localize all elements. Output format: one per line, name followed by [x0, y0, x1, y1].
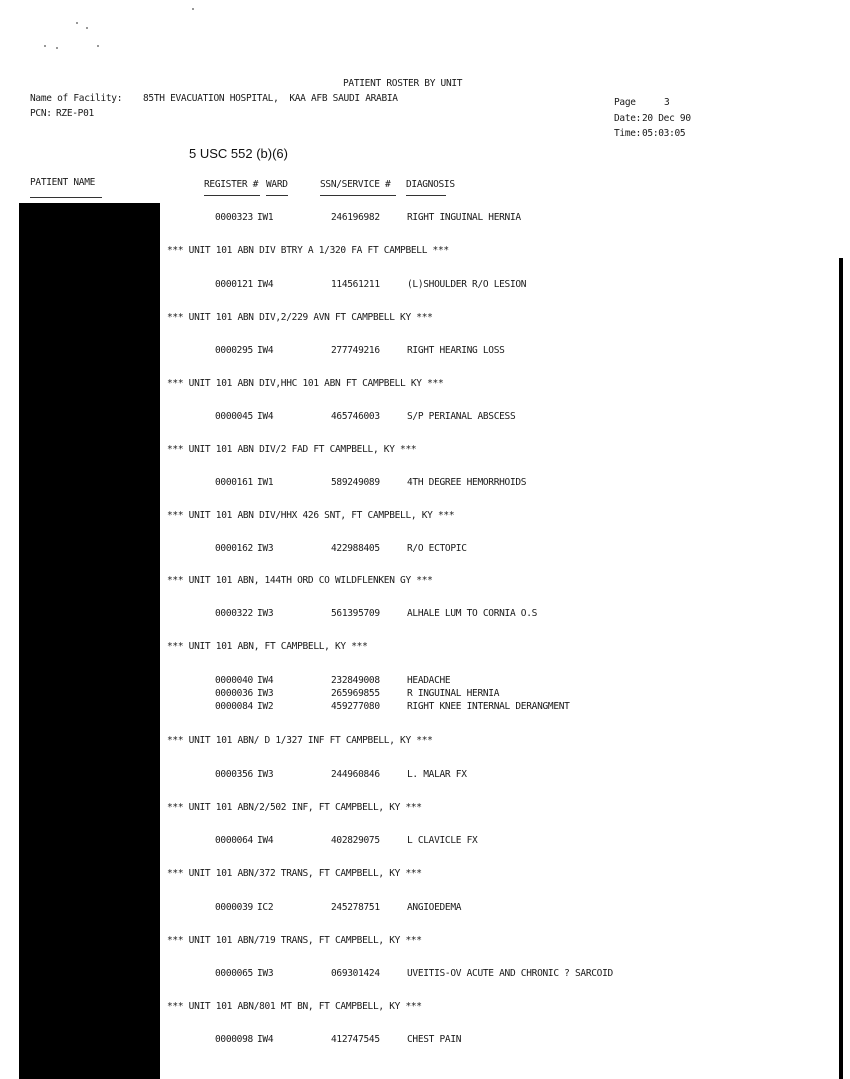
diagnosis-cell: CHEST PAIN: [407, 1034, 462, 1045]
diagnosis-cell: UVEITIS-OV ACUTE AND CHRONIC ? SARCOID: [407, 968, 613, 979]
unit-heading: *** UNIT 101 ABN DIV,2/229 AVN FT CAMPBELL KY ***: [167, 312, 433, 323]
diagnosis-cell: RIGHT KNEE INTERNAL DERANGMENT: [407, 701, 570, 712]
register-cell: 0000098: [215, 1034, 253, 1045]
pcn-value: RZE-P01: [56, 108, 94, 119]
header-underline: [204, 195, 260, 196]
ssn-cell: 265969855: [331, 688, 380, 699]
diagnosis-cell: R INGUINAL HERNIA: [407, 688, 500, 699]
col-ward: WARD: [266, 179, 288, 190]
ward-cell: IW4: [257, 835, 274, 846]
ssn-cell: 465746003: [331, 411, 380, 422]
report-title: PATIENT ROSTER BY UNIT: [343, 78, 463, 89]
ssn-cell: 246196982: [331, 212, 380, 223]
ssn-cell: 114561211: [331, 279, 380, 290]
date-label: Date:: [614, 113, 642, 124]
diagnosis-cell: 4TH DEGREE HEMORRHOIDS: [407, 477, 527, 488]
unit-heading: *** UNIT 101 ABN/372 TRANS, FT CAMPBELL, KY ***: [167, 868, 422, 879]
register-cell: 0000121: [215, 279, 253, 290]
ssn-cell: 245278751: [331, 902, 380, 913]
ssn-cell: 422988405: [331, 543, 380, 554]
header-underline: [30, 197, 102, 198]
scan-speck: [56, 47, 58, 49]
ward-cell: IW1: [257, 477, 274, 488]
ssn-cell: 244960846: [331, 769, 380, 780]
unit-heading: *** UNIT 101 ABN DIV BTRY A 1/320 FA FT CAMPBELL ***: [167, 245, 449, 256]
ward-cell: IW3: [257, 968, 274, 979]
register-cell: 0000065: [215, 968, 253, 979]
unit-heading: *** UNIT 101 ABN DIV/HHX 426 SNT, FT CAMPBELL, KY ***: [167, 510, 455, 521]
ward-cell: IW3: [257, 543, 274, 554]
pcn-label: PCN:: [30, 108, 52, 119]
register-cell: 0000039: [215, 902, 253, 913]
register-cell: 0000356: [215, 769, 253, 780]
ward-cell: IW4: [257, 411, 274, 422]
register-cell: 0000295: [215, 345, 253, 356]
unit-heading: *** UNIT 101 ABN, FT CAMPBELL, KY ***: [167, 641, 368, 652]
scan-edge-line: [839, 258, 843, 1079]
time-label: Time:: [614, 128, 642, 139]
diagnosis-cell: ALHALE LUM TO CORNIA O.S: [407, 608, 538, 619]
redaction-block: [19, 203, 160, 1079]
unit-heading: *** UNIT 101 ABN/ D 1/327 INF FT CAMPBELL, KY ***: [167, 735, 433, 746]
time-value: 05:03:05: [642, 128, 686, 139]
diagnosis-cell: HEADACHE: [407, 675, 451, 686]
diagnosis-cell: RIGHT INGUINAL HERNIA: [407, 212, 521, 223]
diagnosis-cell: ANGIOEDEMA: [407, 902, 462, 913]
scan-speck: [76, 22, 78, 24]
page-label: Page: [614, 97, 636, 108]
scan-speck: [44, 45, 46, 47]
register-cell: 0000036: [215, 688, 253, 699]
register-cell: 0000064: [215, 835, 253, 846]
diagnosis-cell: (L)SHOULDER R/O LESION: [407, 279, 527, 290]
ward-cell: IW4: [257, 675, 274, 686]
ward-cell: IC2: [257, 902, 274, 913]
facility-label: Name of Facility:: [30, 93, 123, 104]
unit-heading: *** UNIT 101 ABN/719 TRANS, FT CAMPBELL, KY ***: [167, 935, 422, 946]
exemption-stamp: 5 USC 552 (b)(6): [189, 146, 288, 161]
ssn-cell: 412747545: [331, 1034, 380, 1045]
ssn-cell: 277749216: [331, 345, 380, 356]
col-register: REGISTER #: [204, 179, 259, 190]
unit-heading: *** UNIT 101 ABN DIV,HHC 101 ABN FT CAMPBELL KY ***: [167, 378, 444, 389]
header-underline: [320, 195, 396, 196]
diagnosis-cell: R/O ECTOPIC: [407, 543, 467, 554]
header-underline: [266, 195, 288, 196]
unit-heading: *** UNIT 101 ABN/801 MT BN, FT CAMPBELL, KY ***: [167, 1001, 422, 1012]
facility-value: 85TH EVACUATION HOSPITAL, KAA AFB SAUDI ARABIA: [143, 93, 398, 104]
register-cell: 0000162: [215, 543, 253, 554]
register-cell: 0000045: [215, 411, 253, 422]
register-cell: 0000161: [215, 477, 253, 488]
ward-cell: IW4: [257, 279, 274, 290]
ssn-cell: 561395709: [331, 608, 380, 619]
ward-cell: IW4: [257, 1034, 274, 1045]
col-ssn: SSN/SERVICE #: [320, 179, 391, 190]
ward-cell: IW4: [257, 345, 274, 356]
ward-cell: IW3: [257, 608, 274, 619]
page-number: 3: [664, 97, 670, 108]
register-cell: 0000322: [215, 608, 253, 619]
ssn-cell: 232849008: [331, 675, 380, 686]
ssn-cell: 589249089: [331, 477, 380, 488]
diagnosis-cell: S/P PERIANAL ABSCESS: [407, 411, 516, 422]
register-cell: 0000040: [215, 675, 253, 686]
scan-speck: [97, 45, 99, 47]
register-cell: 0000084: [215, 701, 253, 712]
diagnosis-cell: L CLAVICLE FX: [407, 835, 478, 846]
ssn-cell: 069301424: [331, 968, 380, 979]
ssn-cell: 402829075: [331, 835, 380, 846]
date-value: 20 Dec 90: [642, 113, 691, 124]
unit-heading: *** UNIT 101 ABN DIV/2 FAD FT CAMPBELL, KY ***: [167, 444, 417, 455]
diagnosis-cell: RIGHT HEARING LOSS: [407, 345, 505, 356]
header-underline: [406, 195, 446, 196]
scan-speck: [192, 8, 194, 10]
ward-cell: IW1: [257, 212, 274, 223]
diagnosis-cell: L. MALAR FX: [407, 769, 467, 780]
ward-cell: IW2: [257, 701, 274, 712]
col-patient-name: PATIENT NAME: [30, 177, 96, 188]
ward-cell: IW3: [257, 769, 274, 780]
ward-cell: IW3: [257, 688, 274, 699]
col-diagnosis: DIAGNOSIS: [406, 179, 455, 190]
scan-speck: [86, 27, 88, 29]
unit-heading: *** UNIT 101 ABN, 144TH ORD CO WILDFLENKEN GY ***: [167, 575, 433, 586]
register-cell: 0000323: [215, 212, 253, 223]
unit-heading: *** UNIT 101 ABN/2/502 INF, FT CAMPBELL, KY ***: [167, 802, 422, 813]
ssn-cell: 459277080: [331, 701, 380, 712]
